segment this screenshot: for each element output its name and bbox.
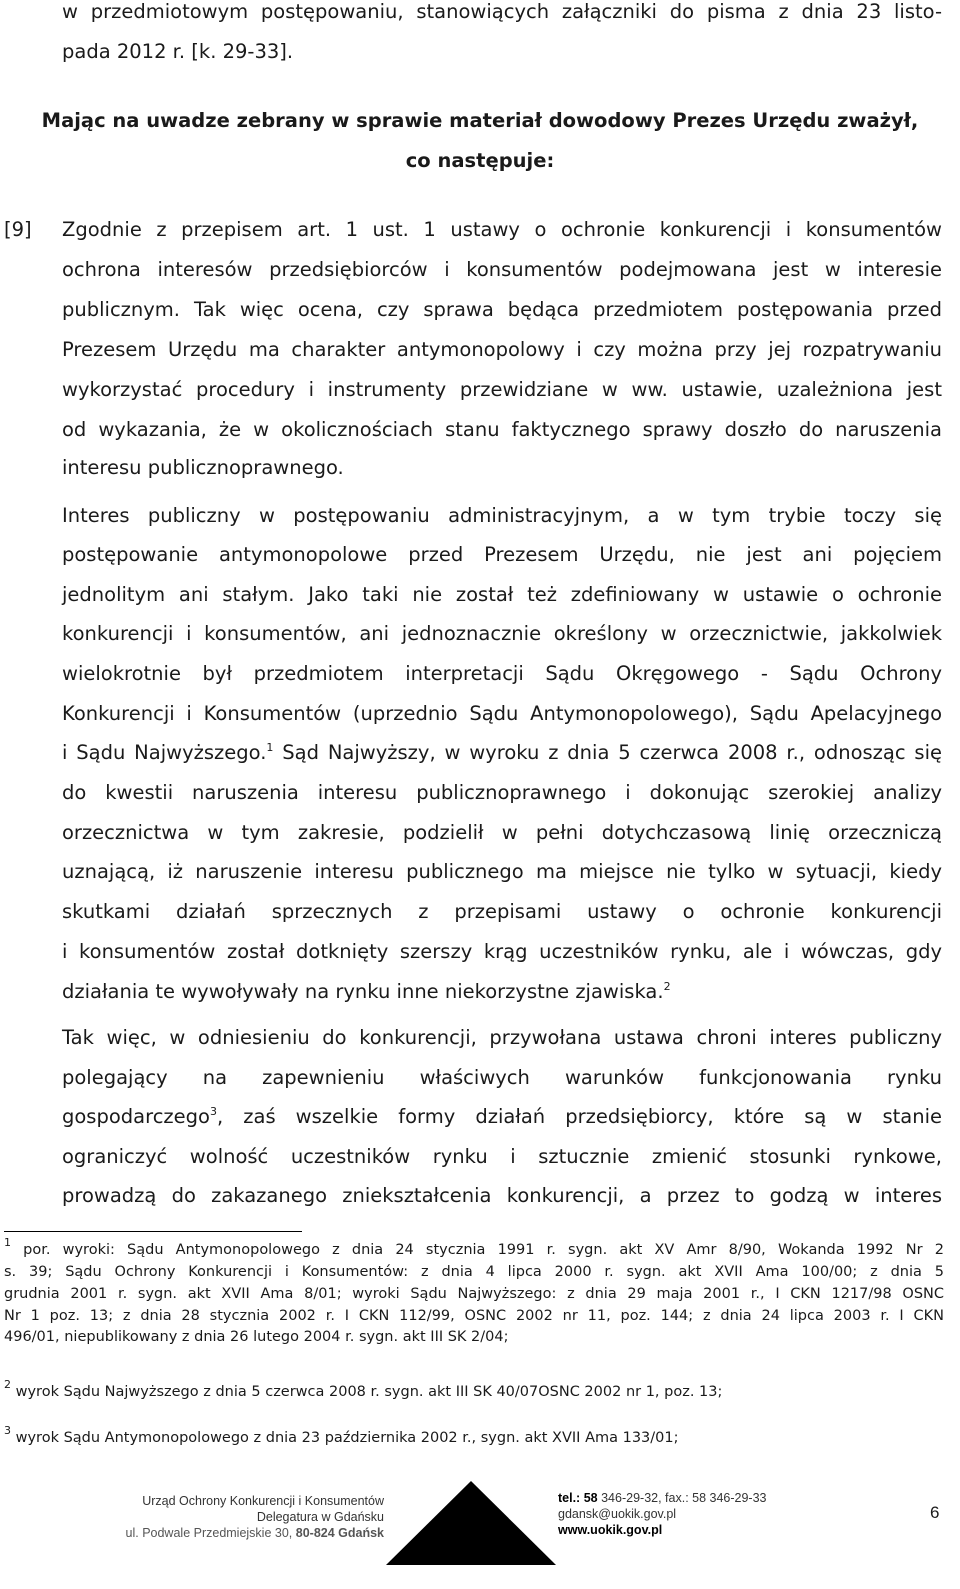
text-span: działania te wywoływały na rynku inne niekorzystne zjawiska.: [62, 980, 664, 1003]
text-span: i Sądu Najwyższego.: [62, 741, 267, 764]
footnote-line: [4, 1236, 944, 1262]
text-line: skutkami działań sprzecznych z przepisami ustawy o ochronie konkurencji: [62, 900, 942, 923]
footnote-line: Nr 1 poz. 13; z dnia 28 stycznia 2002 r. I CKN 112/99, OSNC 2002 nr 11, poz. 144; z dnia 24 lipca 2003 r. I CKN: [4, 1308, 944, 1324]
org-name: Urząd Ochrony Konkurencji i Konsumentów: [142, 1494, 384, 1508]
text-line: [62, 1105, 942, 1129]
text-line: interesu publicznoprawnego.: [62, 456, 344, 479]
page-number: 6: [930, 1503, 940, 1522]
text-line: uznającą, iż naruszenie interesu publicznego ma miejsce nie tylko w sytuacji, kiedy: [62, 860, 942, 883]
section-heading: Mając na uwadze zebrany w sprawie materiał dowodowy Prezes Urzędu zważył,: [41, 109, 919, 132]
text-line: Zgodnie z przepisem art. 1 ust. 1 ustawy o ochronie konkurencji i konsumentów: [62, 218, 942, 241]
text-span: wyrok Sądu Antymonopolowego z dnia 23 października 2002 r., sygn. akt XVII Ama 133/01;: [11, 1430, 679, 1446]
email-link[interactable]: gdansk@uokik.gov.pl: [558, 1507, 677, 1521]
text-line: i konsumentów został dotknięty szerszy krąg uczestników rynku, ale i wówczas, gdy: [62, 940, 942, 963]
street: ul. Podwale Przedmiejskie 30,: [125, 1526, 293, 1540]
text-span: wyrok Sądu Najwyższego z dnia 5 czerwca 2008 r. sygn. akt III SK 40/07OSNC 2002 nr 1, poz. 13;: [11, 1384, 723, 1400]
text-span: , zaś wszelkie formy działań przedsiębiorcy, które są w stanie: [216, 1105, 942, 1128]
footnote-marker: 1: [4, 1236, 11, 1249]
footnote-line: 496/01, niepublikowany z dnia 26 lutego 2004 r. sygn. akt III SK 2/04;: [4, 1329, 509, 1345]
text-line: Konkurencji i Konsumentów (uprzednio Sądu Antymonopolowego), Sądu Apelacyjnego: [62, 702, 942, 725]
footnote-line: [4, 1424, 944, 1450]
text-line: pada 2012 r. [k. 29-33].: [62, 40, 294, 63]
text-line: prowadzą do zakazanego zniekształcenia konkurencji, a przez to godzą w interes: [62, 1184, 942, 1207]
text-line: postępowanie antymonopolowe przed Prezesem Urzędu, nie jest ani pojęciem: [62, 543, 942, 566]
footer-contact: [558, 1490, 808, 1538]
text-line: Tak więc, w odniesieniu do konkurencji, przywołana ustawa chroni interes publiczny: [62, 1026, 942, 1049]
footer-address: [100, 1493, 384, 1541]
text-line: w przedmiotowym postępowaniu, stanowiących załączniki do pisma z dnia 23 listo-: [62, 0, 942, 23]
phone-fax: [558, 1490, 808, 1506]
text-line: orzecznictwa w tym zakresie, podzielił w pełni dotychczasową linię orzeczniczą: [62, 821, 942, 844]
text-line: od wykazania, że w okolicznościach stanu faktycznego sprawy doszło do naruszenia: [62, 418, 942, 441]
footnote-ref[interactable]: 3: [209, 1105, 217, 1118]
postal-city: 80-824 Gdańsk: [295, 1526, 384, 1540]
logo-triangle-icon: [386, 1481, 556, 1565]
text-span: gospodarczego: [62, 1105, 210, 1128]
text-line: [62, 980, 942, 1004]
postal-address: [100, 1525, 384, 1541]
text-line: konkurencji i konsumentów, ani jednoznacznie określony w orzecznictwie, jakkolwiek: [62, 622, 942, 645]
paragraph-number: [9]: [4, 218, 32, 241]
text-line: publicznym. Tak więc ocena, czy sprawa będąca przedmiotem postępowania przed: [62, 298, 942, 321]
text-line: do kwestii naruszenia interesu publicznoprawnego i dokonując szerokiej analizy: [62, 781, 942, 804]
footnote-ref[interactable]: 1: [266, 741, 274, 754]
text-line: polegający na zapewnieniu właściwych warunków funkcjonowania rynku: [62, 1066, 942, 1089]
text-span: por. wyroki: Sądu Antymonopolowego z dnia 24 stycznia 1991 r. sygn. akt XV Amr 8/90, Wokanda 1992 Nr 2: [11, 1242, 944, 1258]
text-line: ograniczyć wolność uczestników rynku i sztucznie zmienić stosunki rynkowe,: [62, 1145, 942, 1168]
delegation-name: Delegatura w Gdańsku: [256, 1510, 384, 1524]
tel-numbers: 346-29-32, fax.: 58 346-29-33: [601, 1491, 767, 1505]
footnote-line: grudnia 2001 r. sygn. akt XVII Ama 8/01; wyroki Sądu Najwyższego: z dnia 29 maja 2001 r., I CKN 1217/98 OSNC: [4, 1286, 944, 1302]
tel-prefix: 58: [583, 1491, 598, 1505]
tel-label: tel.:: [558, 1491, 581, 1505]
text-line: jednolitym ani stałym. Jako taki nie został też zdefiniowany w ustawie o ochronie: [62, 583, 942, 606]
website-link[interactable]: www.uokik.gov.pl: [558, 1523, 663, 1537]
text-line: wielokrotnie był przedmiotem interpretacji Sądu Okręgowego - Sądu Ochrony: [62, 662, 942, 685]
footnote-marker: 2: [4, 1378, 11, 1391]
footnote-ref[interactable]: 2: [663, 980, 671, 993]
text-line: [62, 741, 942, 765]
section-heading: co następuje:: [405, 149, 555, 172]
footnote-separator: [4, 1231, 302, 1232]
text-line: Prezesem Urzędu ma charakter antymonopolowy i czy można przy jej rozpatrywaniu: [62, 338, 942, 361]
footnote-marker: 3: [4, 1424, 11, 1437]
text-line: wykorzystać procedury i instrumenty przewidziane w ww. ustawie, uzależniona jest: [62, 378, 942, 401]
footnote-line: s. 39; Sądu Ochrony Konkurencji i Konsumentów: z dnia 4 lipca 2000 r. sygn. akt XVII Ama 100/00; z dnia 5: [4, 1264, 944, 1280]
text-span: Sąd Najwyższy, w wyroku z dnia 5 czerwca 2008 r., odnosząc się: [273, 741, 942, 764]
text-line: ochrona interesów przedsiębiorców i konsumentów podejmowana jest w interesie: [62, 258, 942, 281]
text-line: Interes publiczny w postępowaniu administracyjnym, a w tym trybie toczy się: [62, 504, 942, 527]
footnote-line: [4, 1378, 944, 1404]
